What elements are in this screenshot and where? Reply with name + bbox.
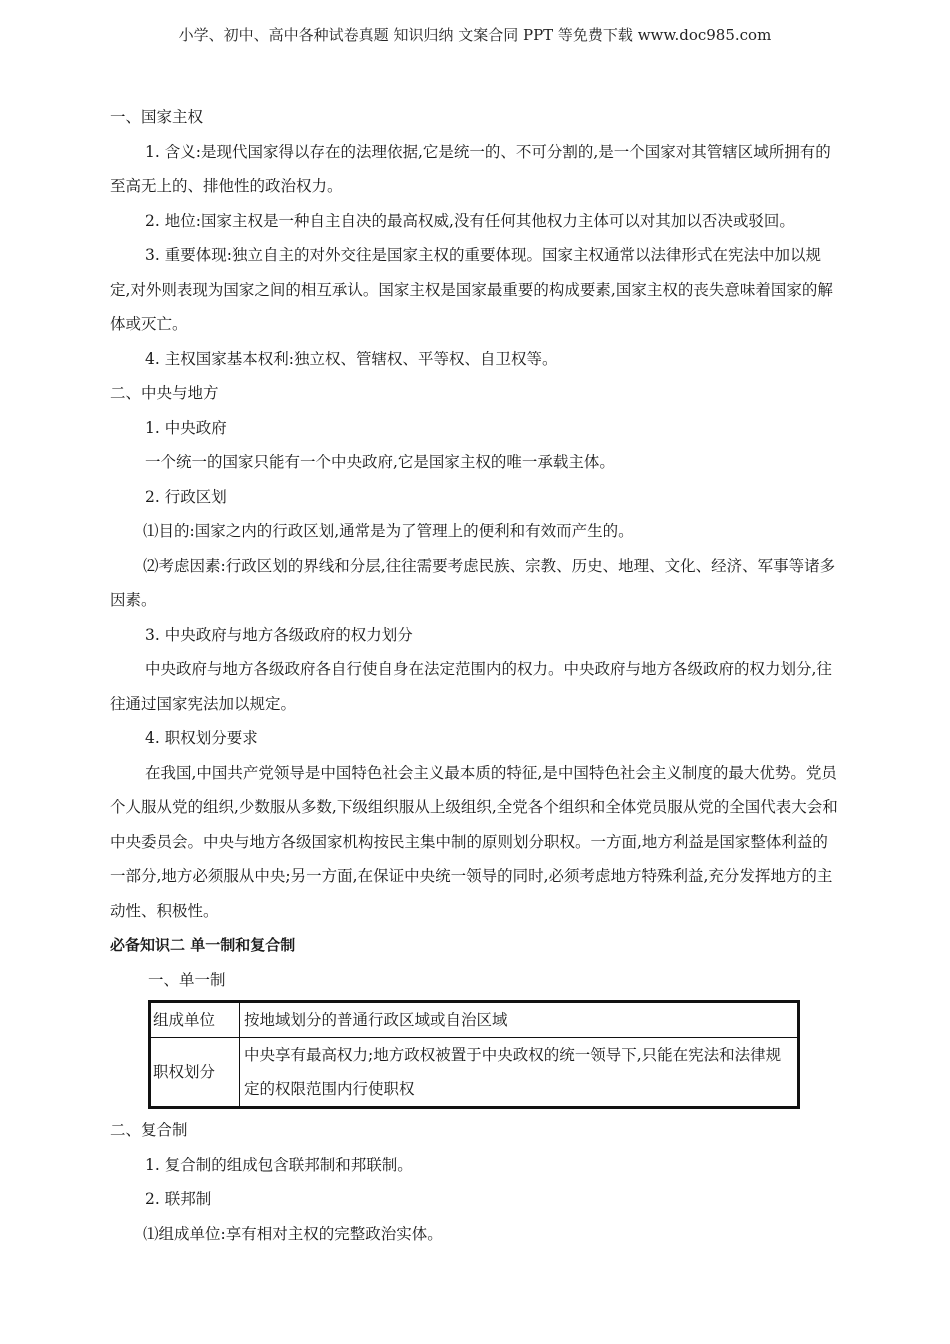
page-header-banner: 小学、初中、高中各种试卷真题 知识归纳 文案合同 PPT 等免费下载 www.doc985.com	[178, 26, 772, 44]
paragraph-division-purpose: ⑴目的:国家之内的行政区划,通常是为了管理上的便利和有效而产生的。	[143, 522, 634, 540]
paragraph-power-division: 中央政府与地方各级政府各自行使自身在法定范围内的权力。中央政府与地方各级政府的权力划分,往往通过国家宪法加以规定。	[110, 660, 832, 713]
paragraph-central-government: 一个统一的国家只能有一个中央政府,它是国家主权的唯一承载主体。	[145, 453, 615, 471]
table-row	[150, 1038, 799, 1108]
paragraph-basic-rights: 4. 主权国家基本权利:独立权、管辖权、平等权、自卫权等。	[145, 349, 558, 368]
paragraph-compound-composition: 1. 复合制的组成包含联邦制和邦联制。	[145, 1155, 413, 1174]
subheading-federation: 2. 联邦制	[145, 1190, 212, 1208]
paragraph-status: 2. 地位:国家主权是一种自主自决的最高权威,没有任何其他权力主体可以对其加以否决或驳回。	[145, 211, 795, 230]
section-heading-unitary: 一、单一制	[148, 970, 226, 989]
section-heading-sovereignty: 一、国家主权	[110, 108, 204, 126]
section-heading-compound: 二、复合制	[110, 1121, 188, 1139]
table-cell-value: 中央享有最高权力;地方政权被置于中央政权的统一领导下,只能在宪法和法律规定的权限范围内行使职权	[240, 1038, 799, 1108]
paragraph-federation-units: ⑴组成单位:享有相对主权的完整政治实体。	[143, 1224, 443, 1243]
section-heading-central-local: 二、中央与地方	[110, 384, 219, 402]
table-row	[150, 1002, 799, 1038]
knowledge-title: 必备知识二 单一制和复合制	[110, 936, 296, 954]
subheading-division-requirements: 4. 职权划分要求	[145, 729, 258, 747]
unitary-system-table	[148, 1000, 800, 1109]
table-cell-label: 职权划分	[150, 1038, 240, 1108]
table-cell-label: 组成单位	[150, 1002, 240, 1038]
document-body	[110, 100, 840, 1251]
subheading-administrative-division: 2. 行政区划	[145, 487, 227, 506]
subheading-power-division: 3. 中央政府与地方各级政府的权力划分	[145, 625, 413, 644]
paragraph-division-factors: ⑵考虑因素:行政区划的界线和分层,往往需要考虑民族、宗教、历史、地理、文化、经济、军事等诸多因素。	[110, 556, 836, 609]
paragraph-meaning: 1. 含义:是现代国家得以存在的法理依据,它是统一的、不可分割的,是一个国家对其管辖区域所拥有的至高无上的、排他性的政治权力。	[110, 142, 831, 195]
paragraph-embodiment: 3. 重要体现:独立自主的对外交往是国家主权的重要体现。国家主权通常以法律形式在宪法中加以规定,对外则表现为国家之间的相互承认。国家主权是国家最重要的构成要素,国家主权的丧失意味着国家的解体或灭亡。	[110, 246, 833, 333]
table-cell-value: 按地域划分的普通行政区域或自治区域	[240, 1002, 799, 1038]
subheading-central-government: 1. 中央政府	[145, 418, 227, 437]
paragraph-division-requirements: 在我国,中国共产党领导是中国特色社会主义最本质的特征,是中国特色社会主义制度的最大优势。党员个人服从党的组织,少数服从多数,下级组织服从上级组织,全党各个组织和全体党员服从党的全国代表大会和中央委员会。中央与地方各级国家机构按民主集中制的原则划分职权。一方面,地方利益是国家整体利益的一部分,地方必须服从中央;另一方面,在保证中央统一领导的同时,必须考虑地方特殊利益,充分发挥地方的主动性、积极性。	[110, 763, 838, 920]
